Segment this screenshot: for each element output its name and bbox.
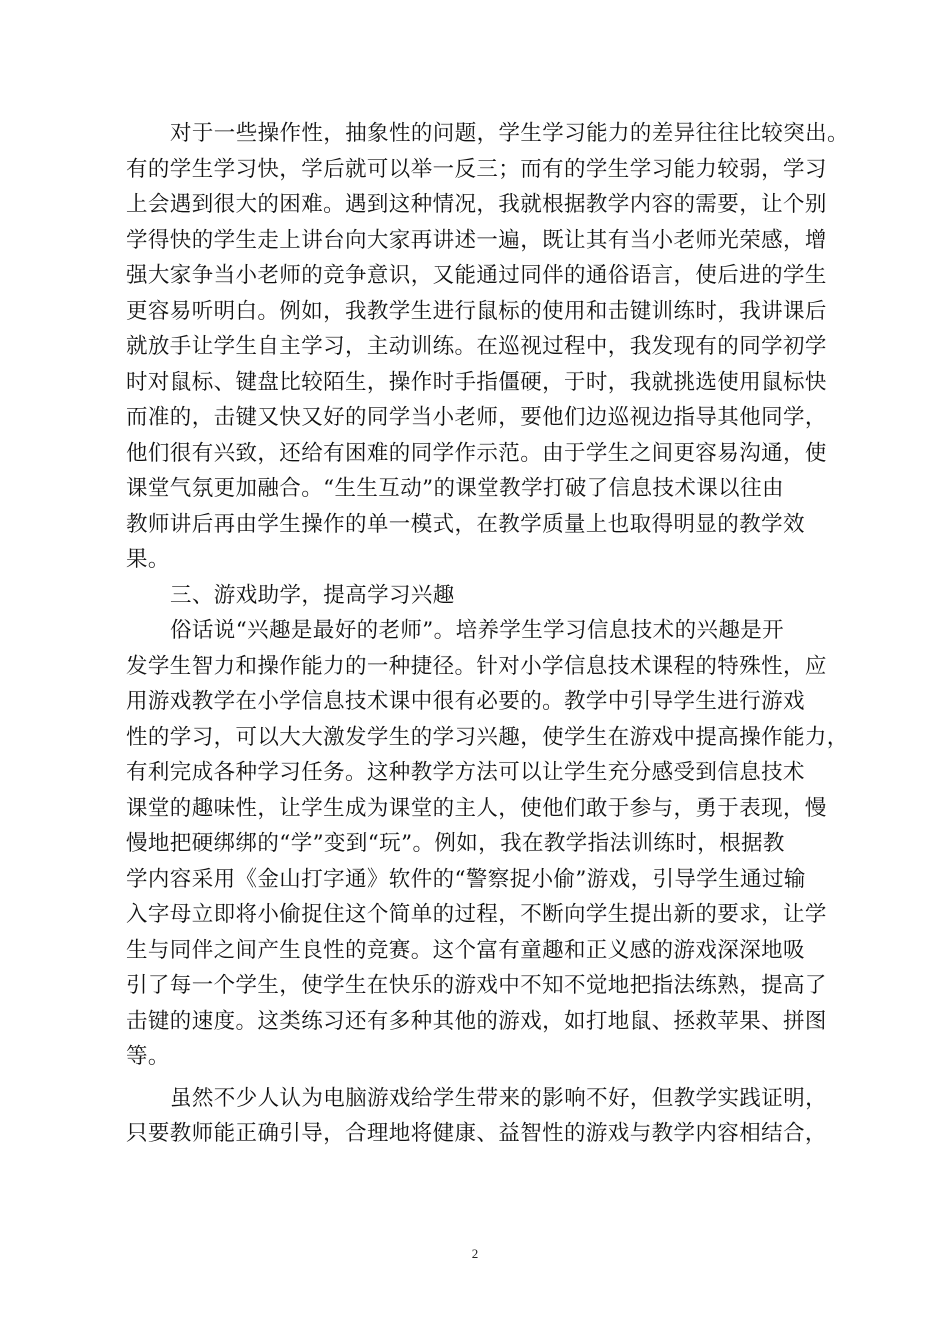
paragraph-line: 等。 bbox=[126, 1044, 170, 1069]
paragraph-line: 发学生智力和操作能力的一种捷径。针对小学信息技术课程的特殊性，应 bbox=[126, 653, 827, 679]
paragraph-line: 有利完成各种学习任务。这种教学方法可以让学生充分感受到信息技术 bbox=[126, 760, 805, 785]
paragraph-line: 性的学习，可以大大激发学生的学习兴趣，使学生在游戏中提高操作能力， bbox=[126, 724, 849, 750]
paragraph-line: 击键的速度。这类练习还有多种其他的游戏，如打地鼠、拯救苹果、拼图 bbox=[126, 1008, 827, 1034]
body-text bbox=[126, 116, 849, 1152]
paragraph-line: 上会遇到很大的困难。遇到这种情况，我就根据教学内容的需要，让个别 bbox=[126, 192, 827, 217]
paragraph-line: 有的学生学习快，学后就可以举一反三；而有的学生学习能力较弱，学习 bbox=[126, 156, 827, 182]
paragraph-line: 他们很有兴致，还给有困难的同学作示范。由于学生之间更容易沟通，使 bbox=[126, 440, 827, 466]
paragraph-line: 果。 bbox=[126, 547, 170, 572]
paragraph-line: 就放手让学生自主学习，主动训练。在巡视过程中，我发现有的同学初学 bbox=[126, 334, 827, 359]
paragraph-line: 用游戏教学在小学信息技术课中很有必要的。教学中引导学生进行游戏 bbox=[126, 689, 805, 714]
paragraph-line: 生与同伴之间产生良性的竞赛。这个富有童趣和正义感的游戏深深地吸 bbox=[126, 937, 805, 963]
paragraph-line: 引了每一个学生，使学生在快乐的游戏中不知不觉地把指法练熟，提高了 bbox=[126, 973, 827, 998]
paragraph-line: 课堂的趣味性，让学生成为课堂的主人，使他们敢于参与，勇于表现，慢 bbox=[126, 795, 827, 821]
paragraph-line: 对于一些操作性，抽象性的问题，学生学习能力的差异往往比较突出。 bbox=[170, 121, 849, 146]
paragraph-line: 俗话说“兴趣是最好的老师”。培养学生学习信息技术的兴趣是开 bbox=[170, 618, 785, 643]
paragraph-line: 更容易听明白。例如，我教学生进行鼠标的使用和击键训练时，我讲课后 bbox=[126, 298, 827, 324]
section-heading: 三、游戏助学，提高学习兴趣 bbox=[170, 582, 455, 608]
paragraph-line: 入字母立即将小偷捉住这个简单的过程，不断向学生提出新的要求，让学 bbox=[126, 902, 827, 927]
paragraph-line: 学得快的学生走上讲台向大家再讲述一遍，既让其有当小老师光荣感，增 bbox=[126, 227, 827, 253]
page-number: 2 bbox=[471, 1246, 479, 1261]
paragraph-line: 而准的，击键又快又好的同学当小老师，要他们边巡视边指导其他同学， bbox=[126, 405, 827, 430]
paragraph-line: 学内容采用《金山打字通》软件的“警察捉小偷”游戏，引导学生通过输 bbox=[126, 866, 806, 892]
paragraph-line: 课堂气氛更加融合。“生生互动”的课堂教学打破了信息技术课以往由 bbox=[126, 476, 784, 501]
paragraph-line: 虽然不少人认为电脑游戏给学生带来的影响不好，但教学实践证明， bbox=[170, 1085, 828, 1111]
paragraph-line: 时对鼠标、键盘比较陌生，操作时手指僵硬，于时，我就挑选使用鼠标快 bbox=[126, 369, 827, 395]
paragraph-line: 慢地把硬绑绑的“学”变到“玩”。例如，我在教学指法训练时，根据教 bbox=[126, 831, 785, 856]
paragraph-line: 只要教师能正确引导，合理地将健康、益智性的游戏与教学内容相结合， bbox=[126, 1121, 827, 1146]
paragraph-line: 强大家争当小老师的竞争意识，又能通过同伴的通俗语言，使后进的学生 bbox=[126, 263, 827, 288]
paragraph-line: 教师讲后再由学生操作的单一模式，在教学质量上也取得明显的教学效 bbox=[126, 511, 805, 537]
